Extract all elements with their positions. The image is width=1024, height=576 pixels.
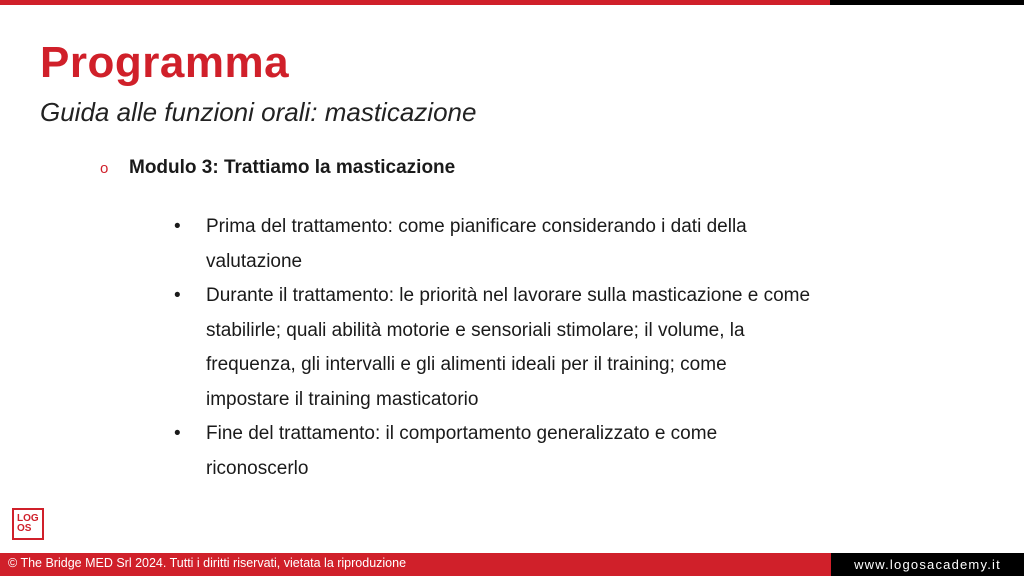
list-item: [174, 279, 814, 417]
top-dark-bar: [830, 0, 1024, 5]
list-item: [174, 210, 814, 279]
slide-subtitle: Guida alle funzioni orali: masticazione: [40, 97, 477, 127]
top-accent-bar: [0, 0, 830, 5]
circle-bullet-icon: o: [100, 160, 109, 177]
footer-copyright: © The Bridge MED Srl 2024. Tutti i diritti riservati, vietata la riproduzione: [0, 553, 831, 576]
list-item-text: Durante il trattamento: le priorità nel lavorare sulla masticazione e come stabilirle; quali abilità motorie e sensoriali stimolare; il volume, la frequenza, gli intervalli e gli alimenti ideali per il training; come impostare il training masticatorio: [206, 285, 811, 410]
list-item-text: Prima del trattamento: come pianificare considerando i dati della valutazione: [206, 216, 747, 272]
list-item: [174, 417, 814, 486]
module-label: Modulo 3: Trattiamo la masticazione: [129, 157, 456, 178]
logos-logo: [12, 508, 44, 540]
bullet-icon: •: [174, 285, 181, 306]
logo-text-line2: OS: [17, 523, 32, 534]
bullet-icon: •: [174, 423, 181, 444]
bullet-icon: •: [174, 216, 181, 237]
slide-title: Programma: [40, 38, 290, 87]
logo-text-line1: LOG: [17, 513, 39, 524]
module-heading: [100, 157, 455, 179]
bullet-list: [174, 210, 814, 486]
footer-website: www.logosacademy.it: [831, 553, 1024, 576]
list-item-text: Fine del trattamento: il comportamento generalizzato e come riconoscerlo: [206, 423, 718, 479]
